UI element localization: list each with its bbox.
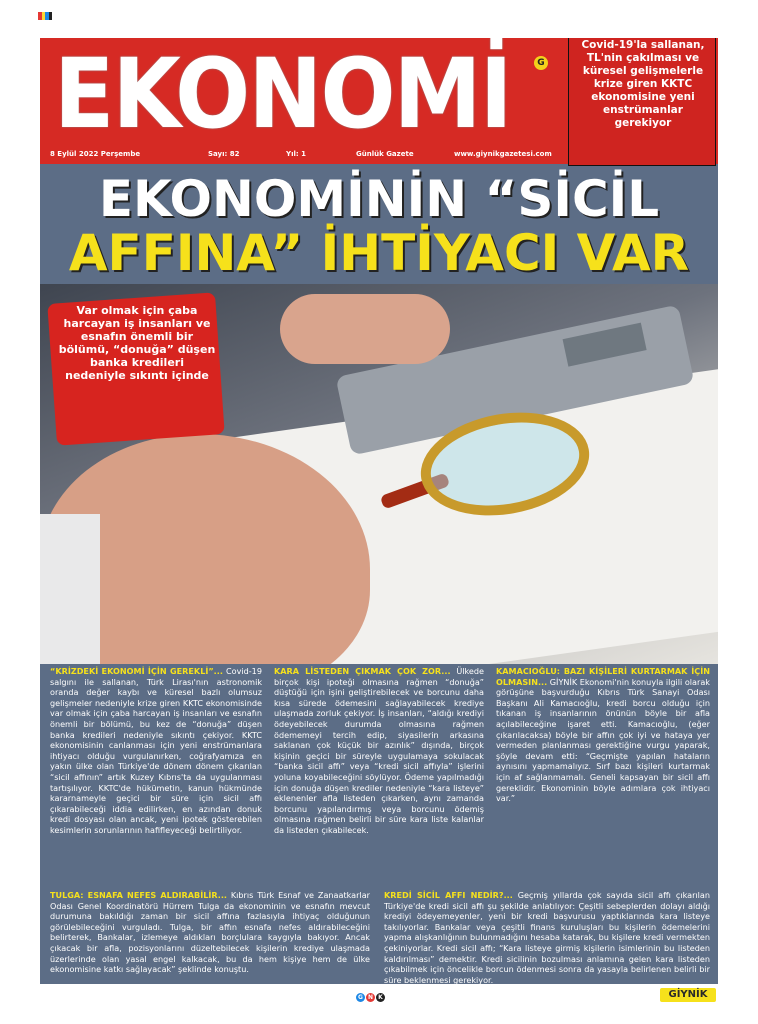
article-columns [50,666,710,886]
front-page [40,38,718,984]
footer-dots [356,993,385,1002]
main-headline [48,172,710,280]
bottom-column-2 [384,890,710,984]
side-teaser-box [568,38,716,166]
bottom-column-1-body: Kıbrıs Türk Esnaf ve Zanaatkarlar Odası Genel Koordinatörü Hürrem Tulga da ekonominin ve esnafın mevcut durumuna bakıldığı zaman bir sicil affına fazlasıyla ihtiyaç olduğunun görülebileceğini vurguladı. Tulga, bir affın esnafa nefes aldırabileceğini belirterek, Bankalar, izlemeye aldıkları borçlulara kaygıyla bakıyor. Ancak çıkacak bir afla, pozisyonlarını düzeltebilecek kişilerin krediye ulaşmada üzerlerinde olan yasal engel kalkacak, bu da hem kişiye hem de ülke ekonomisine katkı sağlayacak” şeklinde konuştu. [50,890,370,975]
column-3-head: KAMACIOĞLU: BAZI KİŞİLERİ KURTARMAK İÇİN OLMASIN... [496,666,710,687]
headline-line-2: AFFINA” İHTİYACI VAR [68,224,690,282]
flag-icon [38,12,52,20]
column-1-body: Covid-19 salgını ile sallanan, Türk Lirası'nın astronomik oranda değer kaybı ve küresel bazlı olumsuz gelişmeler nedeniyle krize giren KKTC ekonomisinde var olmak için çaba harcayan iş insanları ve esnafın önemli bir bölümü, bu kez de “donuğa” düşen banka kredileri nedeniyle sıkıntı çekiyor. KKTC ekonomisinin canlanması için yeni enstrümanlara ihtiyacı olduğu vurgulanırken, coğrafyamıza en yakın ülke olan Türkiye'de dönem dönem çıkarılan “sicil affının” artık Kuzey Kıbrıs'ta da uygulanması tartışılıyor. KKTC'de hükümetin, kanun hükmünde kararnameyle geçici bir süre için sicil affı çıkarabileceği iddia edilirken, en azından donuk kredi dosyası olan ancak, yeni ipotek gösterebilen kesimlerin sorunlarının hafifleyeceği belirtiliyor. [50,666,262,835]
footer-brand: GİYNİK [660,988,716,1002]
footer-dot-1: G [356,993,365,1002]
issue-number: Sayı: 82 [208,150,240,158]
issue-date: 8 Eylül 2022 Perşembe [50,150,141,158]
article-column-3 [496,666,710,804]
bottom-column-2-body: Geçmiş yıllarda çok sayıda sicil affı çıkarılan Türkiye'de kredi sicil affı şu şekilde anlatılıyor: Çeşitli sebeplerden dolayı aldığı krediyi ödeyemeyenler, yeni bir kredi başvurusu yaptıklarında kara listeye takılıyorlar. Bankalar veya çeşitli finans kuruluşları bu kişilerin ödemelerini yapma alışkanlığının bulunmadığını hesaba katarak, bu kişilere kredi vermekten çekiniyorlar. Kredi sicil affı; “Kara listeye girmiş kişilerin isimlerinin bu listeden kaldırılması” demektir. Kredi sicilinin bozulması anlamına gelen kara listeden çıkabilmek için öncelikle borcun ödenmesi sonra da yasayla belirlenen belirli bir süre beklenmesi gerekiyor. [384,890,710,984]
footer-dot-2: N [367,994,374,1001]
logo-badge: G [534,56,548,70]
article-column-2 [274,666,484,836]
column-1-head: “KRİZDEKİ EKONOMİ İÇİN GEREKLİ”... [50,666,223,676]
sleeve-illustration [40,514,100,664]
headline-line-1: EKONOMİNİN “SİCİL [98,170,660,228]
edition-label: Günlük Gazete [356,150,414,158]
footer-dot-3: K [376,993,385,1002]
kicker-text: Var olmak için çaba harcayan iş insanları ve esnafın önemli bir bölümü, “donuğa” düşen banka kredileri nedeniyle sıkıntı içinde [58,304,216,382]
masthead [40,38,718,164]
issue-info-bar [40,150,560,164]
website: www.giynikgazetesi.com [454,150,552,158]
issue-year: Yıl: 1 [286,150,306,158]
column-3-body: GİYNİK Ekonomi'nin konuyla ilgili olarak görüşüne başvurduğu Kıbrıs Türk Sanayi Odası Başkanı Ali Kamacıoğlu, kredi borcu olduğu için tıkanan iş insanlarının önünün böyle bir afla açılabileceğine işaret etti. Kamacıoğlu, (eğer çıkarılacaksa) böyle bir affın çok iyi ve hataya yer vermeden planlanması gerektiğine vurgu yaparak, şöyle devam etti: “Geçmişte yapılan hataların aynısını yapmamalıyız. Sırf bazı kişileri kurtarmak için af sağlanmamalı. Geneli kapsayan bir sicil affı gereklidir. Ekonominin böyle adımlara çok ihtiyacı var.” [496,676,710,804]
kicker-box [52,292,222,452]
bottom-column-1 [50,890,370,975]
column-2-head: KARA LİSTEDEN ÇIKMAK ÇOK ZOR... [274,666,451,676]
side-teaser-text: Covid-19'la sallanan, TL'nin çakılması ve küresel gelişmelerle krize giren KKTC ekonomisine yeni enstrümanlar gerekiyor [581,39,705,129]
bottom-column-1-head: TULGA: ESNAFA NEFES ALDIRABİLİR... [50,890,227,900]
hand-illustration [280,294,450,364]
column-2-body: Ülkede birçok kişi ipoteği olmasına rağmen “donuğa” düştüğü için işini geliştirebilecek ve borcunu daha kısa sürede ödemesini sağlayabilecek krediye ulaşmada zorluk çekiyor. İş insanları, “aldığı krediyi ödeyebilecek durumda olmasına rağmen ödememeyi tercih edip, siyasilerin arkasına saklanan çok küçük bir azınlık” dışında, birçok kişinin geçici bir süreyle uygulamaya sokulacak “banka sicil affı” veya “kredi sicil affıyla” işlerini yoluna koyabileceğini söylüyor. Ödeme yapılmadığı için donuğa düşen krediler nedeniyle “kara listeye” eklenenler afla listeden çıkarken, aynı zamanda borcunu yapılandırmış veya borcunu ödemiş olmasına rağmen belirli bir süre kara liste kalanlar da listeden çıkabilecek. [274,666,484,835]
bottom-column-2-head: KREDİ SİCİL AFFI NEDİR?... [384,890,513,900]
logo: EKONOMİ [54,38,511,150]
article-column-1 [50,666,262,836]
